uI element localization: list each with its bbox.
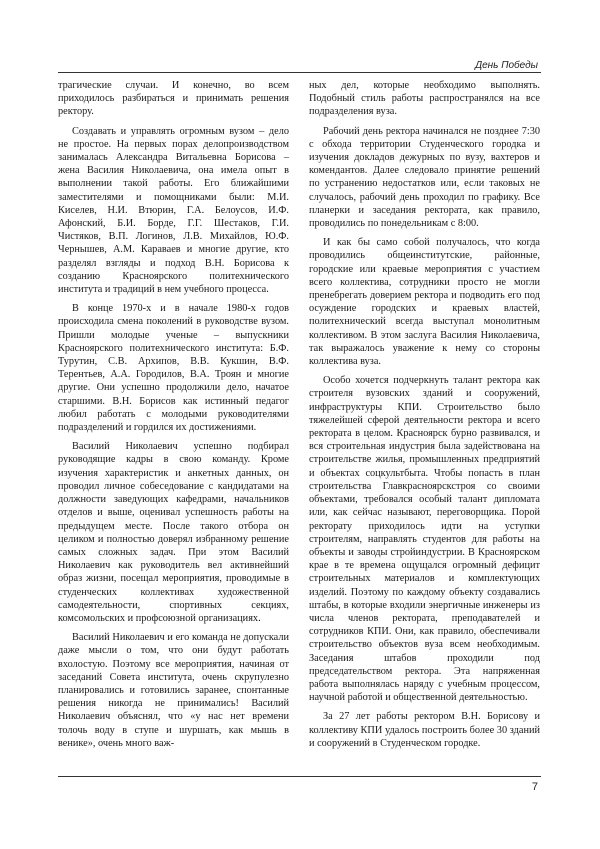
footer-divider xyxy=(58,776,541,777)
right-column xyxy=(309,79,540,750)
page-number: 7 xyxy=(531,781,538,793)
paragraph: И как бы само собой получалось, что когда проводились общеинститутские, районные, городские или краевые мероприятия с участием всего коллектива, сотрудники просто не могли пренебрегать доверием ректора и подводить его под осуждение городских и краевых властей, политехнический всегда выступал монолитным коллективом. В этом заслуга Василия Николаевича, так выражалось уважение к нему со стороны коллектива вуза. xyxy=(309,237,540,368)
section-title: День Победы xyxy=(475,60,538,71)
paragraph: Рабочий день ректора начинался не позднее 7:30 с обхода территории Студенческого городка и изучения докладов дежурных по вузу, вахтеров и комендантов. Далее следовало принятие решений по устранению недостатков или, если таковых не случалось, рабочий день проходил по графику. Все планерки и заседания ректората, как правило, проводились по понедельникам с 8:00. xyxy=(309,125,540,230)
paragraph: Особо хочется подчеркнуть талант ректора как строителя вузовских зданий и сооружений, инфраструктуры КПИ. Строительство было тяжелейшей сферой деятельности ректора и всего ректората в целом. Красноярск бурно развивался, и вся строительная индустрия была задействована на строительстве жилья, промышленных предприятий и объектах соцкультбыта. Чтобы попасть в план строительства Главкрасноярскстроя со своими объектами, требовался особый талант дипломата или, как сейчас называют, переговорщика. Порой ректорату приходилось идти на уступки строителям, направлять студентов для работы на объекты и заводы стройиндустрии. В Красноярском крае в те времена ощущался огромный дефицит строительных материалов и комплектующих изделий. Поэтому по каждому объекту создавались штабы, в которые входили энергичные инженеры из числа членов ректората, преподавателей и сотрудников КПИ. Они, как правило, обеспечивали строительство объектов вуза всем необходимым. Заседания штабов проходили под председательством ректора. Эта напряженная работа выполнялась наряду с учебным процессом, научной работой и общественной деятельностью. xyxy=(309,375,540,704)
paragraph: Василий Николаевич успешно подбирал руководящие кадры в свою команду. Кроме изучения характеристик и анкетных данных, он проводил личное собеседование с кандидатами на должности заведующих кафедрами, начальников отделов и выше, оценивал успешность работы на предыдущем месте. После такого отбора он целиком и полностью доверял избранному решение самых сложных задач. При этом Василий Николаевич как руководитель вел активнейший образ жизни, посещал мероприятия, проводимые в студенческих коллективах художественной самодеятельности, спортивных секциях, комсомольских и профсоюзной организациях. xyxy=(58,441,289,624)
paragraph: Создавать и управлять огромным вузом – дело не простое. На первых порах делопроизводством занималась Александра Витальевна Борисова – жена Василия Николаевича, она имела опыт в выполнении такой работы. Его ближайшими заместителями и помощниками были: М.И. Киселев, Н.И. Втюрин, Г.А. Белоусов, И.Ф. Афонский, Б.И. Борде, Г.Г. Шестаков, Г.И. Чистяков, В.П. Логинов, Л.В. Михайлов, Ю.Ф. Чернышев, А.М. Караваев и многие другие, кто разделял взгляды и подход В.Н. Борисова к созданию Красноярского политехнического института и традиций в нем учебного процесса. xyxy=(58,125,289,296)
paragraph: трагические случаи. И конечно, во всем приходилось разбираться и принимать решения ректору. xyxy=(58,80,289,118)
paragraph: За 27 лет работы ректором В.Н. Борисову и коллективу КПИ удалось построить более 30 зданий и сооружений в Студенческом городке. xyxy=(309,711,540,749)
paragraph: ных дел, которые необходимо выполнять. Подобный стиль работы распространялся на все подразделения вуза. xyxy=(309,80,540,118)
header-divider xyxy=(58,72,541,73)
paragraph: В конце 1970-х и в начале 1980-х годов происходила смена поколений в руководстве вузом. Пришли молодые ученые – выпускники Красноярского политехнического института: Б.Ф. Турутин, С.В. Архипов, В.В. Кукшин, В.Ф. Терентьев, А.А. Городилов, В.А. Троян и многие другие. Они успешно продолжили дело, начатое старшими. В.Н. Борисов как истинный педагог любил работать с молодыми руководителями подразделений и гордился их достижениями. xyxy=(58,303,289,434)
left-column xyxy=(58,79,289,750)
paragraph: Василий Николаевич и его команда не допускали даже мысли о том, что они будут работать вхолостую. Поэтому все мероприятия, начиная от заседаний Совета института, очень скрупулезно планировались и готовились заранее, спонтанные решения никогда не принимались! Василий Николаевич объяснял, что «у нас нет времени толочь воду в ступе и шуршать, как мышь в венике», очень много важ- xyxy=(58,632,289,749)
